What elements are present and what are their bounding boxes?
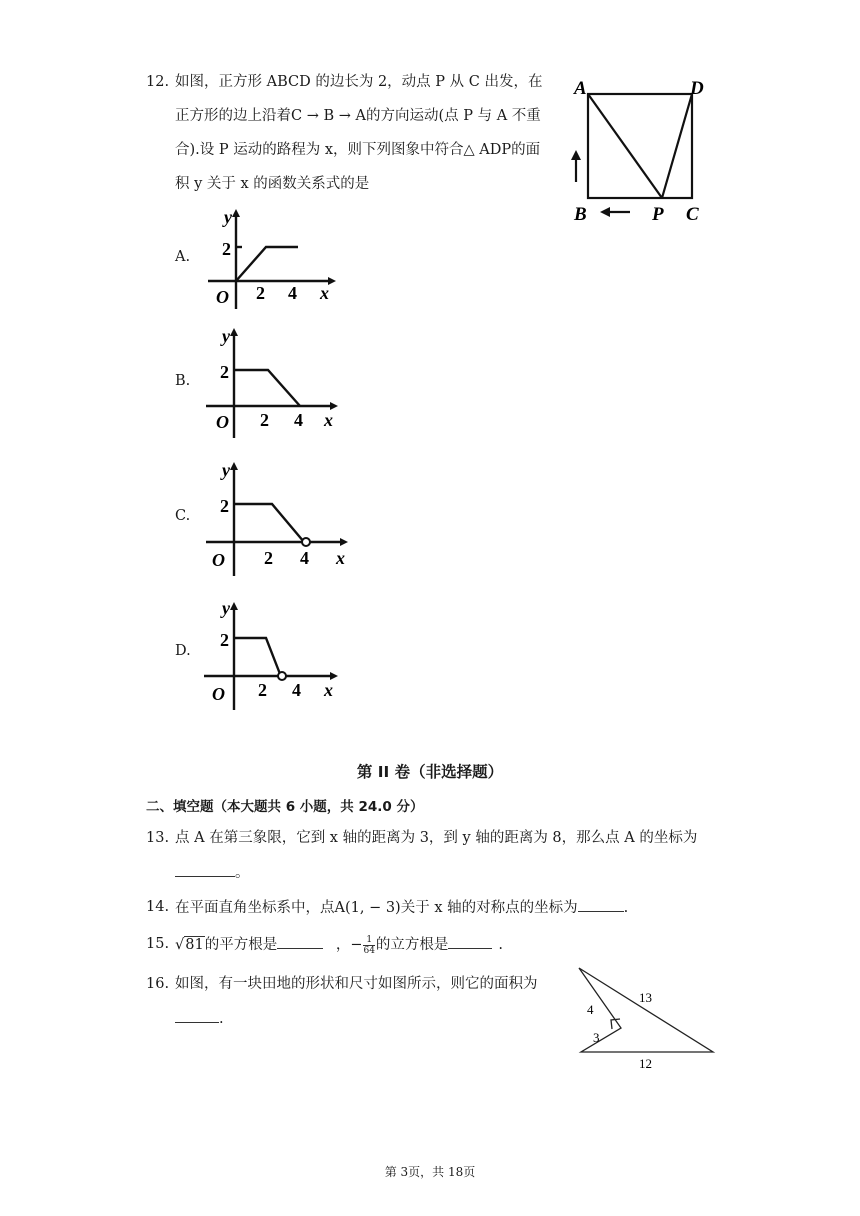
answer-line: [175, 1008, 224, 1029]
sqrt-argument: 81: [185, 937, 204, 953]
section-subtitle: 二、填空题（本大题共 6 小题，共 24.0 分）: [146, 799, 424, 815]
y-axis-label: y: [222, 598, 230, 618]
y-axis-label: y: [222, 460, 230, 480]
x-tick-label: 2: [256, 283, 265, 303]
vertex-label-b: B: [574, 204, 587, 225]
y-tick-label: 2: [222, 239, 231, 259]
sqrt-sign: √: [175, 937, 185, 953]
origin-label: O: [216, 412, 229, 432]
fraction-denominator: 64: [363, 945, 375, 956]
option-b-graph[interactable]: [200, 322, 345, 440]
question-text: 的立方根是: [375, 937, 449, 953]
option-d-graph[interactable]: [200, 596, 345, 712]
question-number: 16.: [146, 976, 170, 992]
question-text-line: [175, 897, 628, 918]
section-title: 第 II 卷（非选择题）: [356, 763, 504, 781]
side-label: 12: [639, 1056, 652, 1071]
side-label: 3: [593, 1030, 600, 1045]
origin-label: O: [212, 684, 225, 704]
x-axis-label: x: [336, 548, 345, 568]
vertex-label-a: A: [574, 78, 587, 99]
question-number: 14.: [146, 899, 170, 915]
question-text: 在平面直角坐标系中，点A(1, − 3)关于 x 轴的对称点的坐标为: [175, 900, 578, 916]
vertex-label-d: D: [690, 78, 704, 99]
answer-blank[interactable]: [578, 897, 624, 912]
answer-blank[interactable]: [448, 934, 492, 949]
question-text-line: 点 A 在第三象限，它到 x 轴的距离为 3，到 y 轴的距离为 8，那么点 A 的坐标为: [175, 830, 698, 846]
question-text-line: 合).设 P 运动的路程为 x，则下列图象中符合△ ADP的面: [175, 142, 541, 158]
option-b-label[interactable]: B.: [175, 373, 191, 389]
x-tick-label: 2: [264, 548, 273, 568]
x-axis-label: x: [324, 680, 333, 700]
square-figure: [570, 72, 710, 227]
option-a-label[interactable]: A.: [175, 249, 191, 265]
question-text-line: 如图，正方形 ABCD 的边长为 2，动点 P 从 C 出发，在: [175, 74, 543, 90]
x-tick-label: 4: [288, 283, 297, 303]
fraction: [363, 935, 374, 956]
answer-blank[interactable]: [175, 1008, 219, 1023]
question-text-line: √81的平方根是 ，− $\frac{1}{64}$ 的立方根是 .: [175, 934, 504, 956]
y-tick-label: 2: [220, 496, 229, 516]
question-number: 15.: [146, 936, 170, 952]
x-tick-label: 4: [294, 410, 303, 430]
y-tick-label: 2: [220, 362, 229, 382]
answer-blank[interactable]: [277, 934, 323, 949]
option-d-label[interactable]: D.: [175, 643, 191, 659]
y-axis-label: y: [222, 326, 230, 346]
option-a-graph[interactable]: [200, 205, 340, 313]
x-tick-label: 2: [258, 680, 267, 700]
x-axis-label: x: [324, 410, 333, 430]
answer-blank[interactable]: [175, 862, 235, 877]
fraction-numerator: 1: [366, 934, 373, 945]
question-text: 的平方根是: [204, 937, 278, 953]
y-tick-label: 2: [220, 630, 229, 650]
option-c-label[interactable]: C.: [175, 508, 191, 524]
x-axis-label: x: [320, 283, 329, 303]
option-c-graph[interactable]: [200, 456, 355, 578]
question-text-line: 正方形的边上沿着C → B → A的方向运动(点 P 与 A 不重: [175, 108, 541, 124]
y-axis-label: y: [224, 207, 232, 227]
minus-sign: −: [350, 937, 363, 953]
side-label: 4: [587, 1002, 594, 1017]
page-footer: 第 3页，共 18页: [384, 1165, 476, 1179]
x-tick-label: 4: [300, 548, 309, 568]
x-tick-label: 2: [260, 410, 269, 430]
vertex-label-c: C: [686, 204, 699, 225]
x-tick-label: 4: [292, 680, 301, 700]
question-text-line: 积 y 关于 x 的函数关系式的是: [175, 176, 370, 192]
answer-line: [175, 862, 250, 883]
point-label-p: P: [652, 204, 664, 225]
question-text-suffix: .: [498, 937, 504, 953]
question-text-suffix: 。: [235, 865, 250, 881]
question-text-line: 如图，有一块田地的形状和尺寸如图所示，则它的面积为: [175, 976, 538, 992]
question-text-suffix: .: [623, 900, 629, 916]
side-label: 13: [639, 990, 652, 1005]
question-number: 13.: [146, 830, 170, 846]
question-text-suffix: .: [219, 1011, 224, 1027]
origin-label: O: [216, 287, 229, 307]
origin-label: O: [212, 550, 225, 570]
question-number: 12.: [146, 74, 170, 90]
field-figure: [575, 960, 725, 1075]
